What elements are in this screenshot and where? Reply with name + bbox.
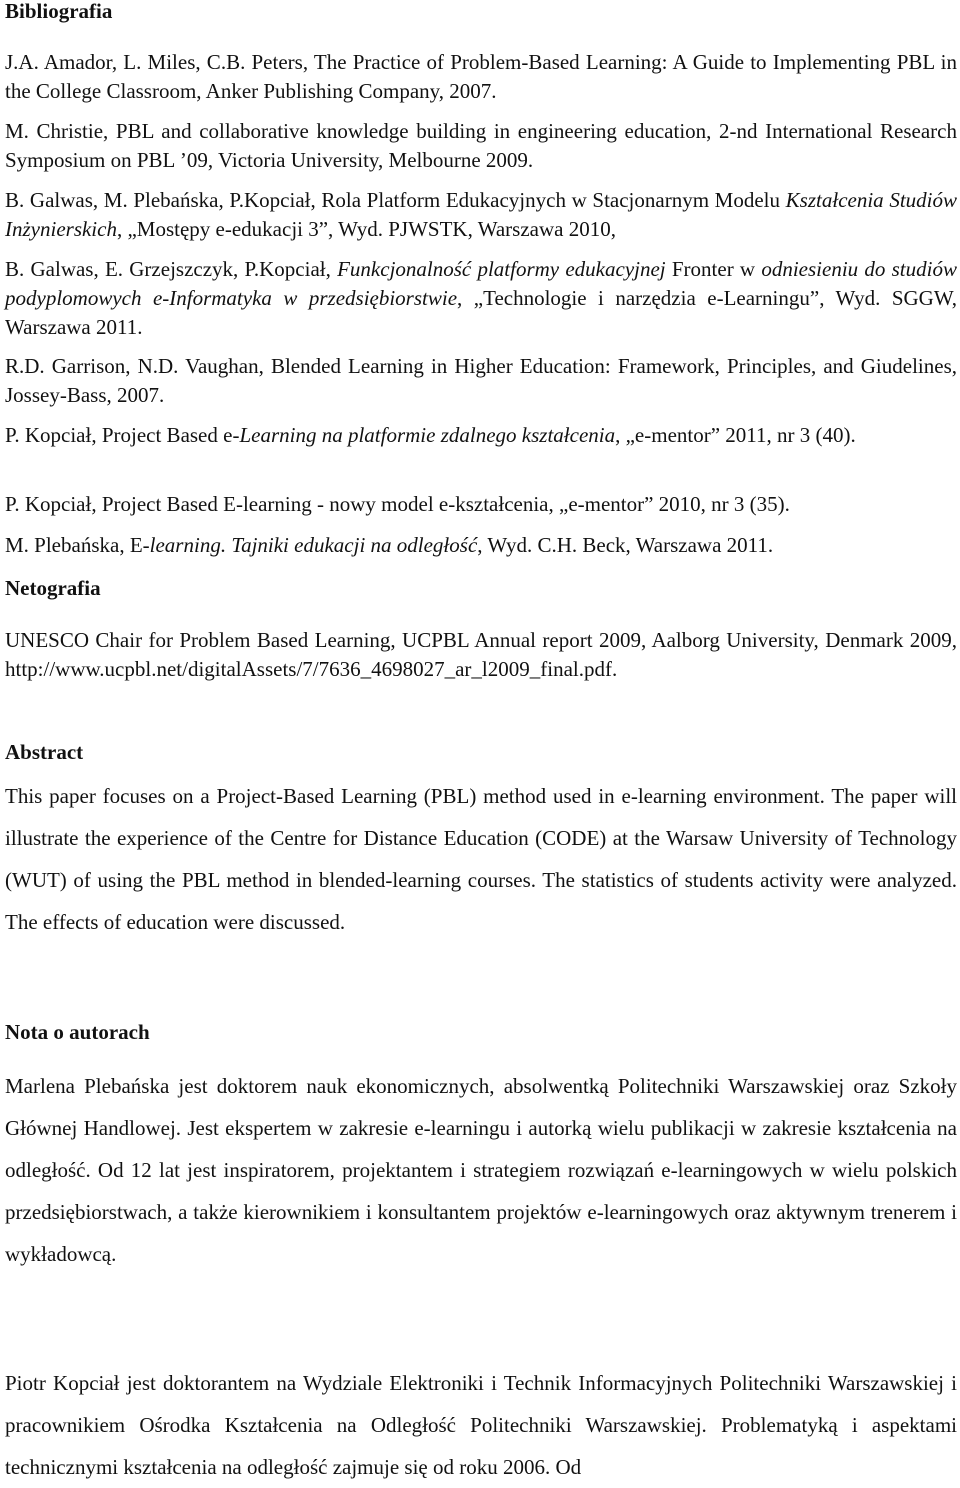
ref-text: B. Galwas, M. Plebańska, P.Kopciał, Rola Platform Edukacyjnych w Stacjonarnym Modelu bbox=[5, 188, 786, 212]
ref-text: J.A. Amador, L. Miles, C.B. Peters, The Practice of Problem-Based Learning: A Guide to Implementing PBL in the College Classroom, Anker Publishing Company, 2007. bbox=[5, 50, 957, 103]
ref-text-italic: Kształcenia Studiów Inżynierskich bbox=[5, 188, 957, 241]
bibliography-entry bbox=[5, 531, 957, 560]
bibliography-entry bbox=[5, 186, 957, 244]
ref-text-italic: Funkcjonalność platformy edukacyjnej bbox=[337, 257, 672, 281]
ref-text: , „Technologie i narzędzia e-Learningu”, Wyd. SGGW, Warszawa 2011. bbox=[5, 286, 957, 339]
netography-heading: Netografia bbox=[5, 576, 101, 600]
ref-text-italic: odniesieniu do studiów podyplomowych e-Informatyka w przedsiębiorstwie bbox=[5, 257, 957, 310]
bibliography-entry bbox=[5, 490, 957, 519]
ref-text: , „e-mentor” 2011, nr 3 (40). bbox=[615, 423, 856, 447]
ref-text: P. Kopciał, Project Based E-learning - nowy model e-kształcenia, „e-mentor” 2010, nr 3 (35). bbox=[5, 492, 790, 516]
authors-heading: Nota o autorach bbox=[5, 1020, 150, 1044]
netography-entry: UNESCO Chair for Problem Based Learning, UCPBL Annual report 2009, Aalborg University, Denmark 2009, http://www.ucpbl.net/digitalAssets/7/7636_4698027_ar_l2009_final.pdf. bbox=[5, 628, 957, 681]
ref-text: R.D. Garrison, N.D. Vaughan, Blended Learning in Higher Education: Framework, Principles, and Giudelines, Jossey-Bass, 2007. bbox=[5, 354, 957, 407]
bibliography-entry bbox=[5, 352, 957, 410]
ref-text: M. Christie, PBL and collaborative knowledge building in engineering education, 2-nd International Research Symposium on PBL ’09, Victoria University, Melbourne 2009. bbox=[5, 119, 957, 172]
bibliography-entry bbox=[5, 48, 957, 106]
abstract-heading: Abstract bbox=[5, 740, 84, 764]
ref-text-italic: Learning na platformie zdalnego kształcenia bbox=[239, 423, 616, 447]
bibliography-heading: Bibliografia bbox=[5, 0, 113, 23]
bibliography-entry bbox=[5, 421, 957, 450]
ref-text: B. Galwas, E. Grzejszczyk, P.Kopciał, bbox=[5, 257, 338, 281]
ref-text: M. Plebańska, E- bbox=[5, 533, 150, 557]
ref-text-italic: learning. Tajniki edukacji na odległość bbox=[149, 533, 478, 557]
ref-text: , „Mostępy e-edukacji 3”, Wyd. PJWSTK, Warszawa 2010, bbox=[116, 217, 616, 241]
bibliography-entry bbox=[5, 255, 957, 342]
ref-text: Fronter w bbox=[671, 257, 762, 281]
bibliography-entry bbox=[5, 117, 957, 175]
abstract-text: This paper focuses on a Project-Based Learning (PBL) method used in e-learning environment. The paper will illustrate the experience of the Centre for Distance Education (CODE) at the Warsaw University of Technology (WUT) of using the PBL method in blended-learning courses. The statistics of students activity were analyzed. The effects of education were discussed. bbox=[5, 784, 957, 934]
ref-text: , Wyd. C.H. Beck, Warszawa 2011. bbox=[477, 533, 774, 557]
author-bio-kopcial: Piotr Kopciał jest doktorantem na Wydziale Elektroniki i Technik Informacyjnych Politechniki Warszawskiej i pracownikiem Ośrodka Kształcenia na Odległość Politechniki Warszawskiej. Problematyką i aspektami technicznymi kształcenia na odległość zajmuje się od roku 2006. Od bbox=[5, 1371, 957, 1479]
author-bio-plebanska: Marlena Plebańska jest doktorem nauk ekonomicznych, absolwentką Politechniki Warszawskiej oraz Szkoły Głównej Handlowej. Jest ekspertem w zakresie e-learningu i autorką wielu publikacji w zakresie kształcenia na odległość. Od 12 lat jest inspiratorem, projektantem i strategiem rozwiązań e-learningowych w wielu polskich przedsiębiorstwach, a także kierownikiem i konsultantem projektów e-learningowych oraz aktywnym trenerem i wykładowcą. bbox=[5, 1074, 957, 1266]
ref-text: P. Kopciał, Project Based e- bbox=[5, 423, 240, 447]
